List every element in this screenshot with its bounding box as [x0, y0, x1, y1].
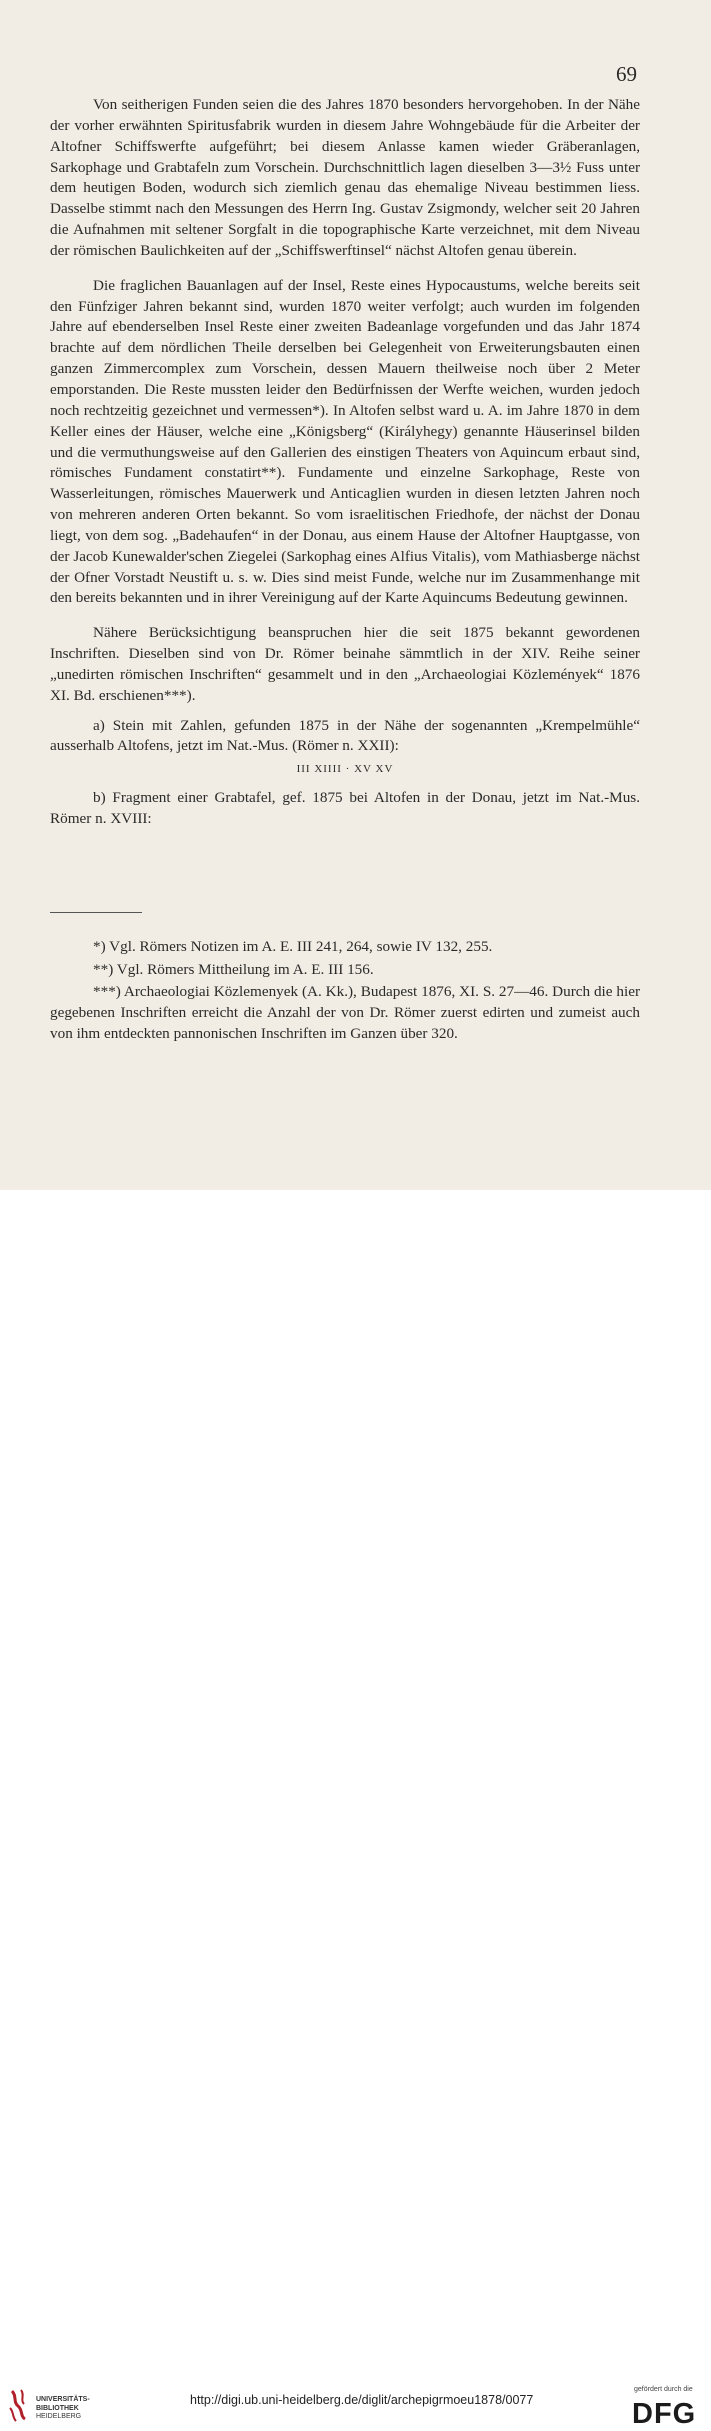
university-library-logo-icon [8, 2388, 30, 2422]
paragraph-a: a) Stein mit Zahlen, gefunden 1875 in der Nähe der sogenannten „Krempelmühle“ ausserhalb Altofens, jetzt im Nat.-Mus. (Römer n. XXII): [50, 716, 640, 755]
paragraph-b: b) Fragment einer Grabtafel, gef. 1875 bei Altofen in der Donau, jetzt im Nat.-Mus. Römer n. XVIII: [50, 789, 640, 827]
scanned-page [0, 0, 711, 1190]
dfg-logo-icon: DFG [632, 2398, 697, 2430]
body-text [50, 95, 640, 830]
paragraph-1: Von seitherigen Funden seien die des Jahres 1870 besonders hervorgehoben. In der Nähe der vorher erwähnten Spiritusfabrik wurden in diesem Jahre Wohngebäude für die Arbeiter der Altofner Schiffswerfte aufgeführt; bei diesem Anlasse kamen wieder Gräberanlagen, Sarkophage und Grabtafeln zum Vorschein. Durchschnittlich lagen dieselben 3—3½ Fuss unter dem heutigen Boden, wodurch sich ziemlich genau das ehemalige Niveau bestimmen liess. Dasselbe stimmt nach den Messungen des Herrn Ing. Gustav Zsigmondy, welcher seit 20 Jahren die Aufnahmen mit seltener Sorgfalt in die topographische Karte verzeichnet, mit dem Niveau der römischen Baulichkeiten auf der „Schiffswerftinsel“ nächst Altofen genau überein. [50, 96, 640, 259]
footnote-divider [50, 912, 142, 913]
paragraph-2: Die fraglichen Bauanlagen auf der Insel, Reste eines Hypocaustums, welche bereits seit den Fünfziger Jahren bekannt sind, wurden 1870 weiter verfolgt; auch wurden im folgenden Jahre auf ebenderselben Insel Reste einer zweiten Badeanlage vorgefunden und das Jahr 1874 brachte auf dem nördlichen Theile derselben bei Gelegenheit von Erweiterungsbauten einen ganzen Zimmercomplex zum Vorschein, dessen Mauern theilweise noch über 2 Meter emporstanden. Die Reste mussten leider den Bedürfnissen der Werfte weichen, wurden jedoch noch rechtzeitig gezeichnet und vermessen*). In Altofen selbst ward u. A. im Jahre 1870 in dem Keller eines der Häuser, welche eine „Königsberg“ (Királyhegy) genannte Häuserinsel bilden und die vermuthungsweise auf den Gallerien des einstigen Theaters von Aquincum erbaut sind, römisches Fundament constatirt**). Fundamente und einzelne Sarkophage, Reste von Wasserleitungen, römisches Mauerwerk und Anticaglien wurden in diesen letzten Jahren noch von mehreren anderen Orten bekannt. So vom israelitischen Friedhofe, der nächst der Donau liegt, von dem sog. „Badehaufen“ in der Donau, aus einem Hause der Altofner Hauptgasse, von der Jacob Kunewalder'schen Ziegelei (Sarkophag eines Alfius Vitalis), vom Mathiasberge nächst der Ofner Vorstadt Neustift u. s. w. Dies sind meist Funde, welche nur im Zusammenhange mit den bereits bekannten und in ihrer Vereinigung auf der Karte Aquincums Bedeutung gewinnen. [50, 276, 640, 607]
source-url-link[interactable]: http://digi.ub.uni-heidelberg.de/diglit/archepigrmoeu1878/0077 [190, 2393, 534, 2407]
paragraph-3: Nähere Berücksichtigung beanspruchen hier die seit 1875 bekannt gewordenen Inschriften. Dieselben sind von Dr. Römer beinahe sämmtlich in der XIV. Reihe seiner „unedirten römischen Inschriften“ gesammelt und in den „Archaeologiai Közlemények“ 1876 XI. Bd. erschienen***). [50, 624, 640, 704]
footnote-1: *) Vgl. Römers Notizen im A. E. III 241, 264, sowie IV 132, 255. [93, 938, 493, 955]
footnote-2: **) Vgl. Römers Mittheilung im A. E. III 156. [93, 961, 374, 978]
funding-label: gefördert durch die [634, 2386, 693, 2393]
page-number: 69 [616, 62, 637, 86]
inscription-text: III XIIII · XV XV [296, 763, 394, 776]
library-name: UNIVERSITÄTS- BIBLIOTHEK HEIDELBERG [36, 2396, 90, 2420]
footnotes [50, 935, 640, 1044]
footer-bar [0, 1190, 711, 2430]
footnote-3: ***) Archaeologiai Közlemenyek (A. Kk.), Budapest 1876, XI. S. 27—46. Durch die hier gegebenen Inschriften erreicht die Anzahl der von Dr. Römer zuerst edirten und zumeist auch von ihm entdeckten pannonischen Inschriften im Ganzen über 320. [50, 983, 640, 1042]
